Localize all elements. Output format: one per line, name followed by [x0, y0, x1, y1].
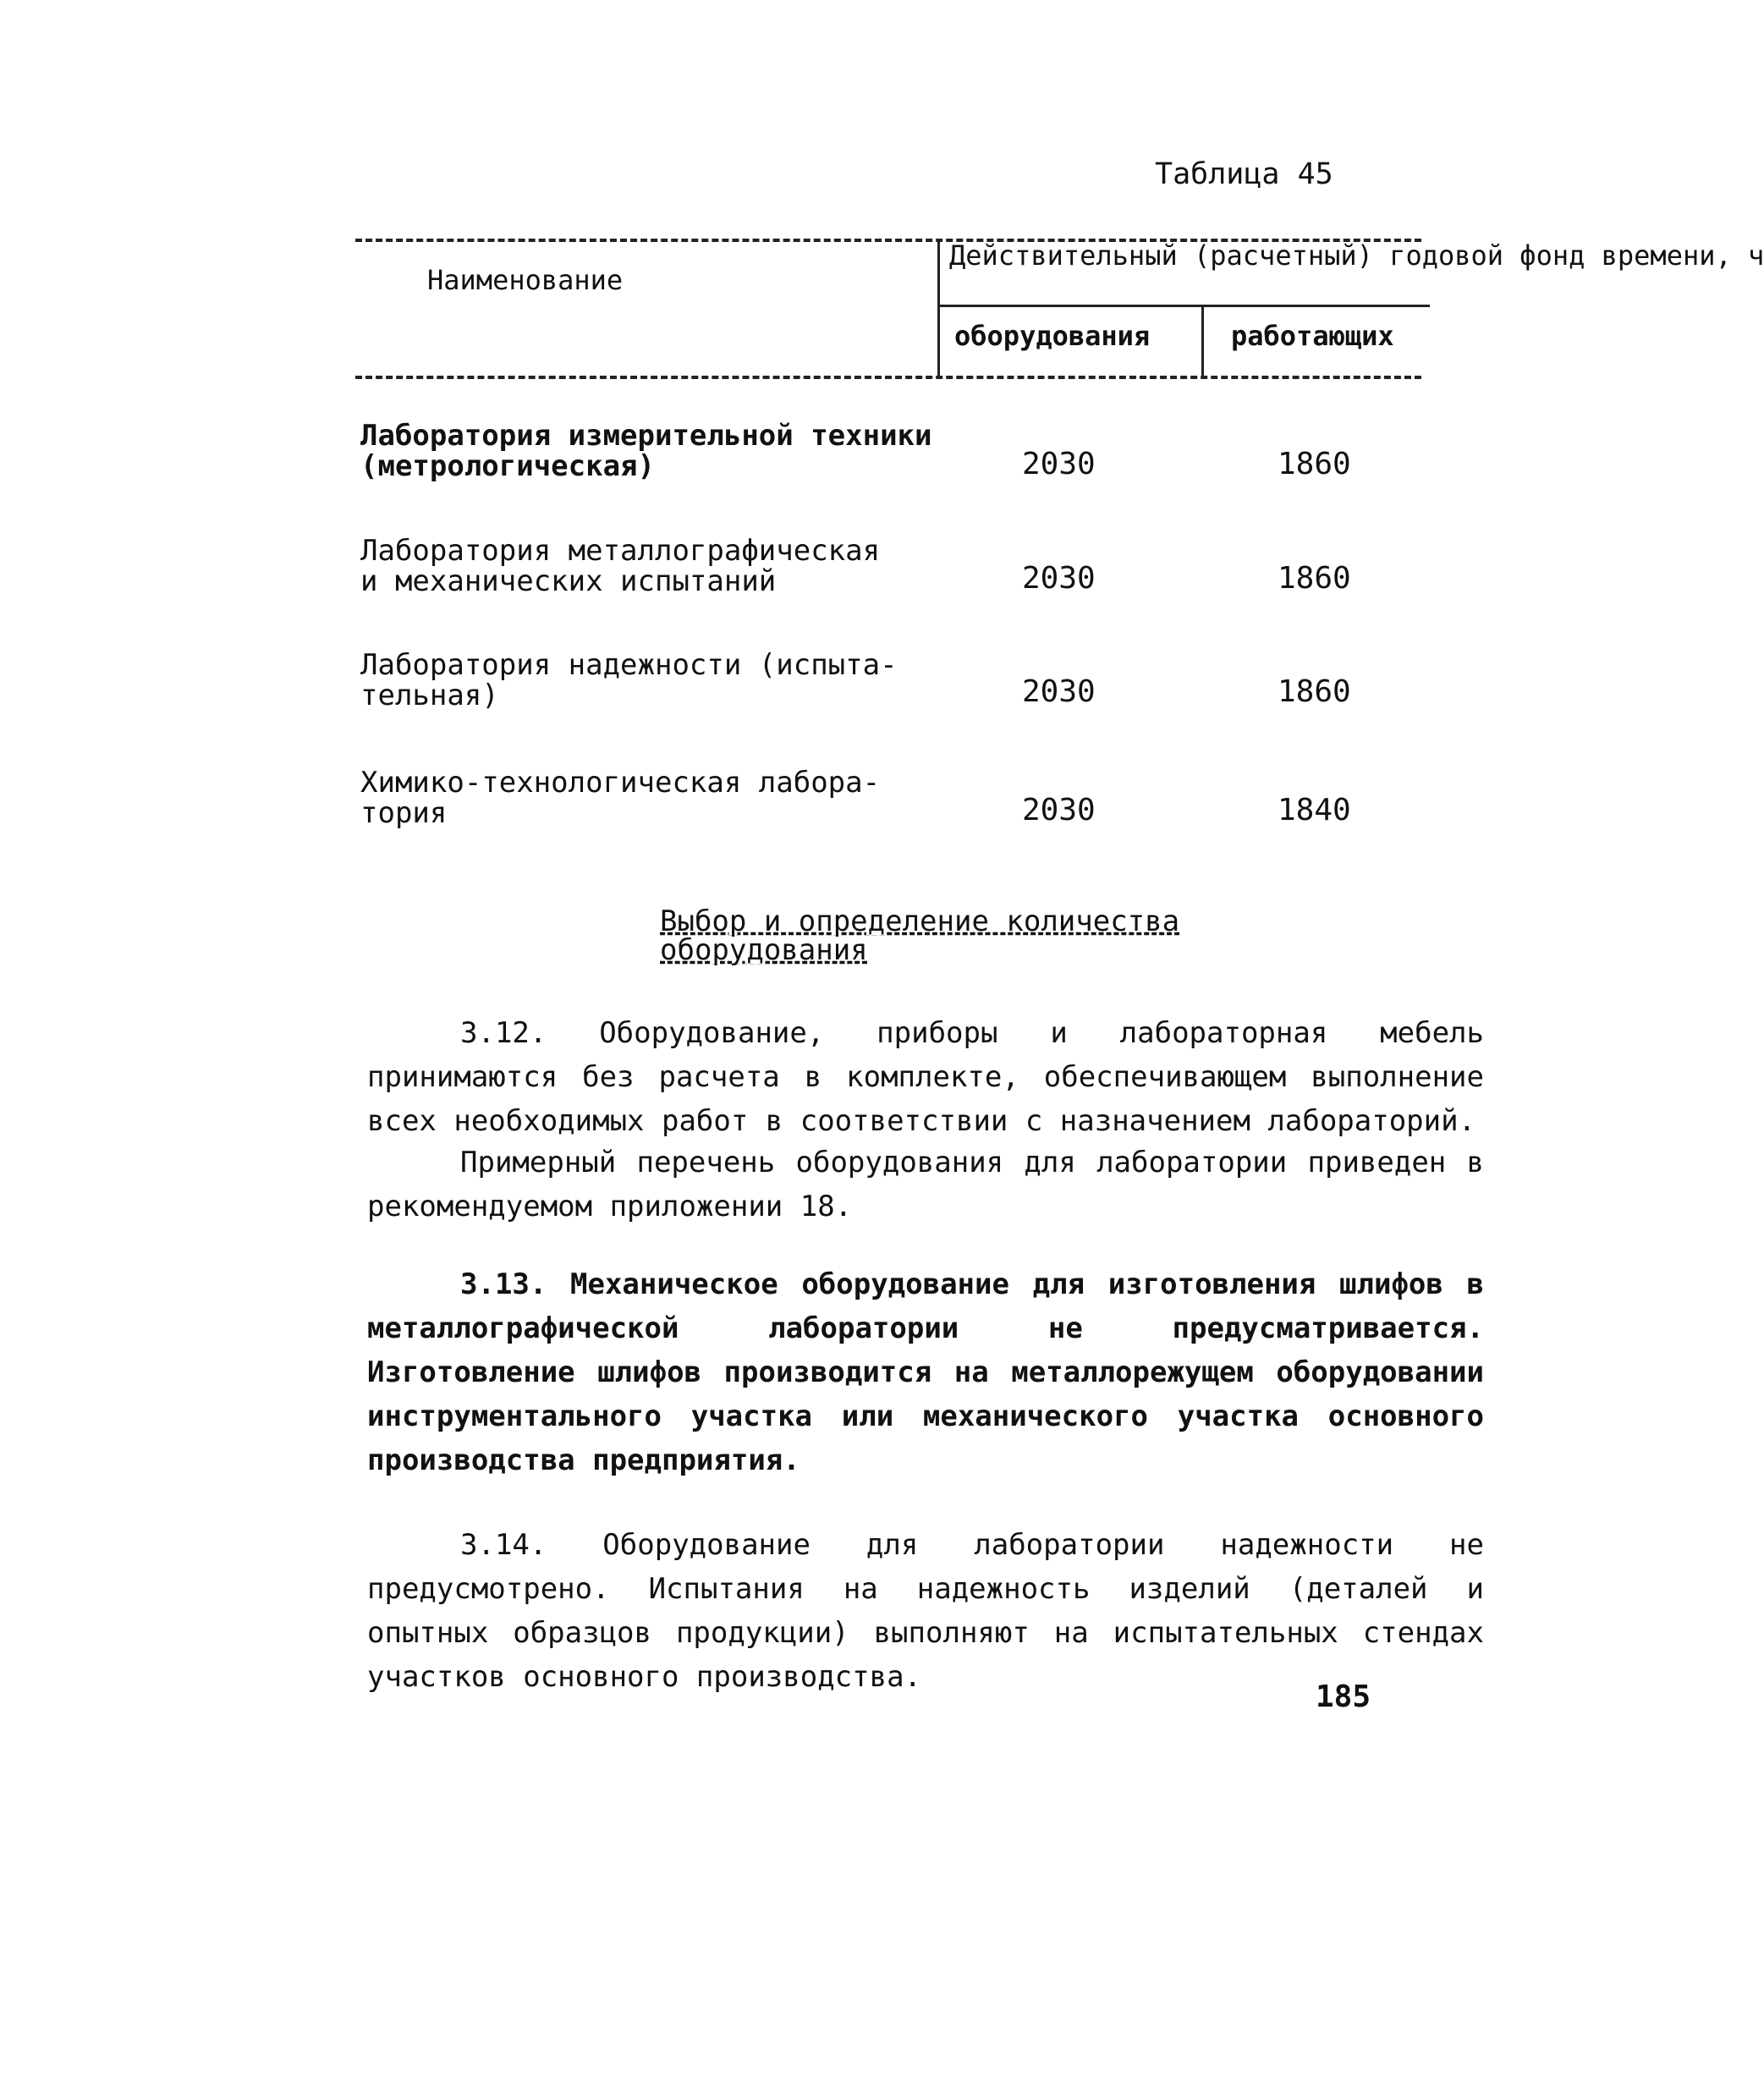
table-group-underline	[937, 305, 1430, 307]
column-header-workers: работающих	[1231, 320, 1394, 352]
table-row-name: Химико-технологическая лабора- тория	[360, 766, 881, 830]
paragraph-3-14: 3.14. Оборудование для лаборатории надежности не предусмотрено. Испытания на надежность изделий (деталей и опытных образцов продукции) выполняют на испытательных стендах участков основного производства.	[367, 1528, 1484, 1694]
table-header-bottom-rule	[355, 376, 1421, 379]
section-title: Выбор и определение количества оборудования	[660, 904, 1180, 967]
table-row-workers: 1840	[1278, 793, 1351, 827]
page-number: 185	[1316, 1679, 1371, 1714]
table-subcolumn-divider	[1201, 306, 1204, 376]
paragraph-3-13: 3.13. Механическое оборудование для изготовления шлифов в металлографической лаборатории не предусматривается. Изготовление шлифов производится на металлорежущем оборудовании инструментального участка или механического участка основного производства предприятия.	[367, 1267, 1484, 1477]
table-caption: Таблица 45	[1155, 157, 1333, 191]
table-row-equipment: 2030	[1022, 674, 1096, 709]
table-row-workers: 1860	[1278, 674, 1351, 709]
table-row-equipment: 2030	[1022, 447, 1096, 481]
paragraph-3-12-list: Примерный перечень оборудования для лаборатории приведен в рекомендуемом приложении 18.	[367, 1146, 1484, 1223]
table-row-name: Лаборатория надежности (испыта- тельная)	[360, 648, 898, 712]
table-row-name: Лаборатория металлографическая и механических испытаний	[360, 534, 881, 598]
table-row-workers: 1860	[1278, 447, 1351, 481]
table-row-name: Лаборатория измерительной техники (метрологическая)	[360, 419, 932, 483]
table-header-divider	[937, 239, 940, 376]
table-row-equipment: 2030	[1022, 561, 1096, 596]
column-header-name: Наименование	[427, 264, 624, 296]
table-row-equipment: 2030	[1022, 793, 1096, 827]
column-header-equipment: оборудования	[954, 320, 1151, 352]
column-header-group: Действительный (расчетный) годовой фонд времени, ч	[949, 239, 1764, 272]
paragraph-3-12: 3.12. Оборудование, приборы и лабораторная мебель принимаются без расчета в комплекте, обеспечивающем выполнение всех необходимых работ в соответствии с назначением лабораторий.	[367, 1016, 1484, 1138]
table-row-workers: 1860	[1278, 561, 1351, 596]
